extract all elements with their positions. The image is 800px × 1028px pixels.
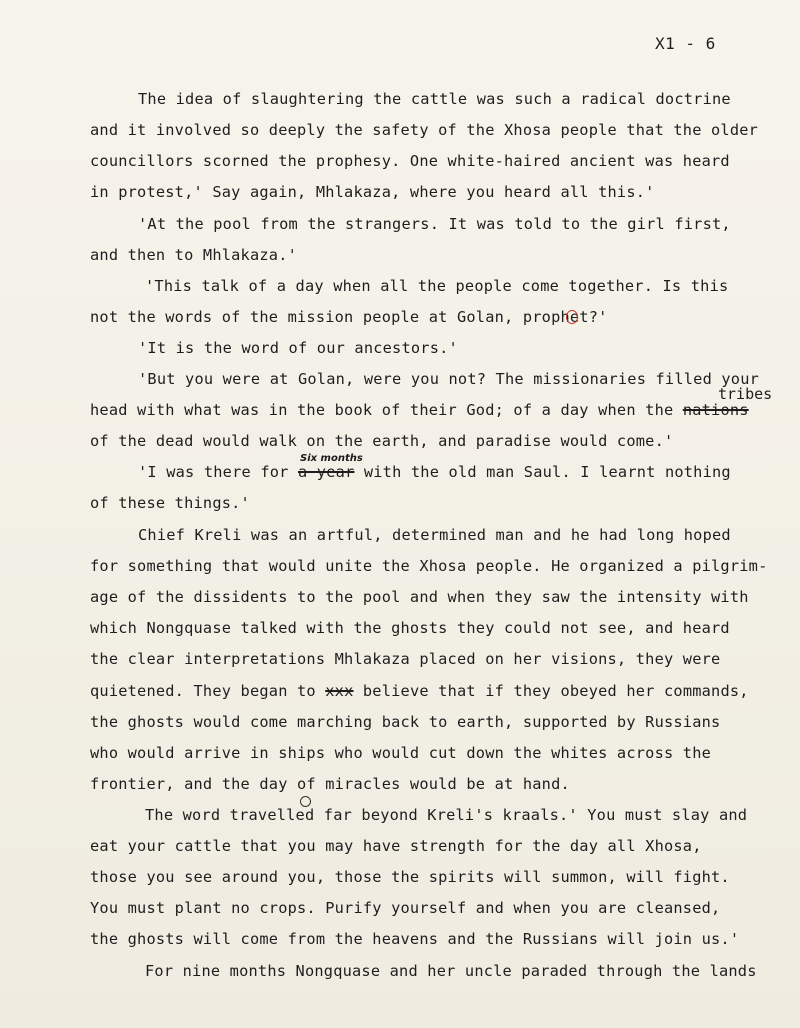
text-line: and it involved so deeply the safety of the Xhosa people that the older	[90, 121, 759, 139]
text-line: 'This talk of a day when all the people come together. Is this	[145, 277, 729, 295]
text-line: The idea of slaughtering the cattle was such a radical doctrine	[138, 90, 731, 108]
text-line: councillors scorned the prophesy. One white-haired ancient was heard	[90, 152, 730, 170]
handwritten-six-months: Six months	[300, 453, 363, 464]
struck-word: xxx	[325, 682, 354, 700]
text-line: For nine months Nongquase and her uncle paraded through the lands	[145, 962, 757, 980]
text-line: who would arrive in ships who would cut down the whites across the	[90, 744, 712, 762]
circle-correction-mark	[300, 796, 311, 807]
text-line: the clear interpretations Mhlakaza placed on her visions, they were	[90, 650, 721, 668]
insertion-tribes: tribes	[718, 385, 773, 403]
text-line: of the dead would walk on the earth, and paradise would come.'	[90, 432, 674, 450]
struck-word: nations	[682, 401, 749, 419]
text-line: of these things.'	[90, 494, 250, 512]
page-number: X1 - 6	[655, 34, 716, 53]
text-line: and then to Mhlakaza.'	[90, 246, 298, 264]
text-line: the ghosts would come marching back to earth, supported by Russians	[90, 713, 721, 731]
text-line: quietened. They began to xxx believe that if they obeyed her commands,	[90, 682, 749, 700]
text-line: 'It is the word of our ancestors.'	[138, 339, 458, 357]
text-line: for something that would unite the Xhosa people. He organized a pilgrim-	[90, 557, 768, 575]
text-line: head with what was in the book of their God; of a day when the nations	[90, 401, 749, 419]
text-line: You must plant no crops. Purify yourself and when you are cleansed,	[90, 899, 721, 917]
pen-correction-mark	[566, 310, 578, 324]
text-line: those you see around you, those the spirits will summon, will fight.	[90, 868, 730, 886]
text-line: The word travelled far beyond Kreli's kraals.' You must slay and	[145, 806, 748, 824]
text-line: age of the dissidents to the pool and when they saw the intensity with	[90, 588, 749, 606]
text-line: 'At the pool from the strangers. It was told to the girl first,	[138, 215, 731, 233]
text-line: frontier, and the day of miracles would be at hand.	[90, 775, 570, 793]
text-line: not the words of the mission people at Golan, prophet?'	[90, 308, 608, 326]
text-line: in protest,' Say again, Mhlakaza, where you heard all this.'	[90, 183, 655, 201]
struck-word: a year	[297, 463, 355, 481]
text-line: Chief Kreli was an artful, determined man and he had long hoped	[138, 526, 731, 544]
text-line: the ghosts will come from the heavens and the Russians will join us.'	[90, 930, 740, 948]
text-line: 'But you were at Golan, were you not? The missionaries filled your	[138, 370, 760, 388]
text-line: eat your cattle that you may have strength for the day all Xhosa,	[90, 837, 702, 855]
text-line: which Nongquase talked with the ghosts they could not see, and heard	[90, 619, 730, 637]
text-line: 'I was there for a year with the old man Saul. I learnt nothing	[138, 463, 731, 481]
